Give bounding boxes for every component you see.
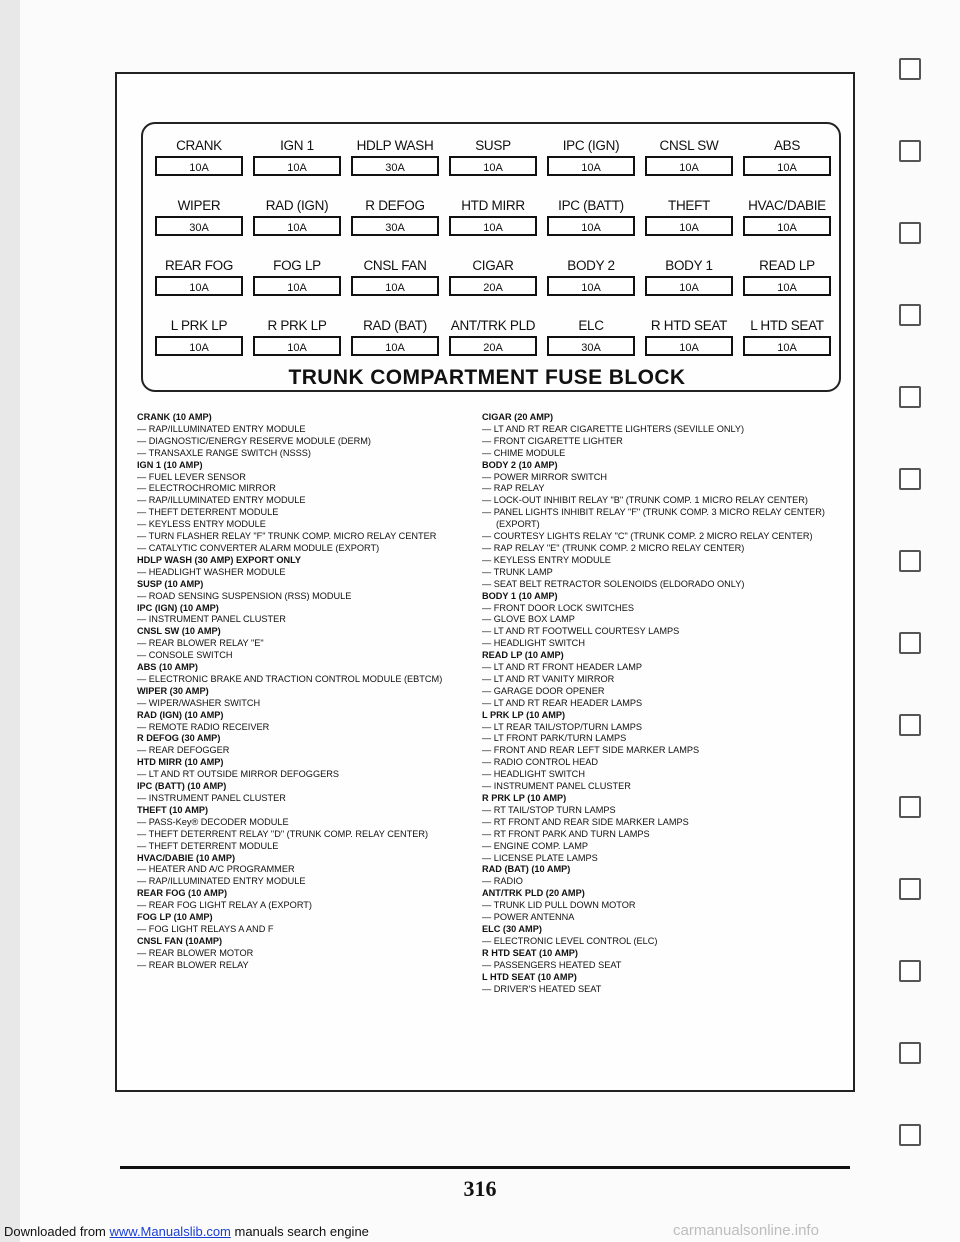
- fuse-cell: [447, 196, 539, 254]
- fuse-circuit-item: — RAP/ILLUMINATED ENTRY MODULE: [137, 495, 482, 507]
- fuse-name: RAD (BAT): [363, 318, 427, 333]
- fuse-group-heading: R HTD SEAT (10 AMP): [482, 947, 578, 958]
- fuse-circuit-item: — INSTRUMENT PANEL CLUSTER: [137, 614, 482, 626]
- fuse-rating-box: 20A: [449, 276, 537, 296]
- fuse-circuit-item: — WIPER/WASHER SWITCH: [137, 698, 482, 710]
- fuse-circuit-item: — FUEL LEVER SENSOR: [137, 472, 482, 484]
- fuse-cell: [349, 196, 441, 254]
- fuse-name: BODY 1: [665, 258, 713, 273]
- fuse-circuit-item: — REMOTE RADIO RECEIVER: [137, 722, 482, 734]
- fuse-rating-box: 10A: [449, 156, 537, 176]
- fuse-circuit-item: — LT AND RT REAR HEADER LAMPS: [482, 698, 842, 710]
- fuse-name: CRANK: [176, 138, 222, 153]
- fuse-rating-box: 10A: [155, 156, 243, 176]
- fuse-cell: [447, 256, 539, 314]
- fuse-circuit-item: — REAR BLOWER RELAY: [137, 960, 482, 972]
- fuse-rating-box: 10A: [547, 156, 635, 176]
- fuse-circuit-item: — LT AND RT FOOTWELL COURTESY LAMPS: [482, 626, 842, 638]
- fuse-rating-box: 10A: [253, 216, 341, 236]
- fuse-group-heading: RAD (IGN) (10 AMP): [137, 709, 224, 720]
- fuse-circuit-item: — PASSENGERS HEATED SEAT: [482, 960, 842, 972]
- fuse-rating-box: 10A: [253, 336, 341, 356]
- binder-ring: [899, 386, 921, 408]
- fuse-circuit-item: — REAR DEFOGGER: [137, 745, 482, 757]
- fuse-cell: [741, 196, 833, 254]
- fuse-circuit-item: — LOCK-OUT INHIBIT RELAY "B" (TRUNK COMP. 1 MICRO RELAY CENTER): [482, 495, 842, 507]
- fuse-circuit-item: — POWER ANTENNA: [482, 912, 842, 924]
- fuse-name: ANT/TRK PLD: [450, 318, 536, 333]
- binder-ring: [899, 796, 921, 818]
- binder-ring: [899, 632, 921, 654]
- fuse-group-heading: ELC (30 AMP): [482, 923, 542, 934]
- fuse-name: L HTD SEAT: [750, 318, 824, 333]
- fuse-group-heading: L HTD SEAT (10 AMP): [482, 971, 577, 982]
- fuse-name: IPC (BATT): [558, 198, 624, 213]
- fuse-rating-box: 10A: [645, 156, 733, 176]
- fuse-group-heading: CIGAR (20 AMP): [482, 412, 554, 422]
- fuse-group-heading: IPC (IGN) (10 AMP): [137, 602, 219, 613]
- fuse-block-diagram: [141, 122, 841, 392]
- fuse-group-heading: RAD (BAT) (10 AMP): [482, 864, 571, 875]
- fuse-group-heading: CNSL SW (10 AMP): [137, 626, 221, 637]
- fuse-circuit-item: — DRIVER'S HEATED SEAT: [482, 984, 842, 996]
- fuse-rating-box: 10A: [155, 276, 243, 296]
- fuse-circuit-item: — LICENSE PLATE LAMPS: [482, 853, 842, 865]
- fuse-rating-box: 30A: [547, 336, 635, 356]
- fuse-circuit-item: — COURTESY LIGHTS RELAY "C" (TRUNK COMP. 2 MICRO RELAY CENTER): [482, 531, 842, 543]
- fuse-group-heading: HDLP WASH (30 AMP) EXPORT ONLY: [137, 554, 302, 565]
- fuse-circuit-item: — REAR BLOWER RELAY "E": [137, 638, 482, 650]
- fuse-group-heading: HVAC/DABIE (10 AMP): [137, 852, 236, 863]
- fuse-group-heading: SUSP (10 AMP): [137, 578, 204, 589]
- fuse-circuit-item: — KEYLESS ENTRY MODULE: [482, 555, 842, 567]
- fuse-circuit-item: — THEFT DETERRENT MODULE: [137, 841, 482, 853]
- fuse-name: WIPER: [177, 198, 221, 213]
- fuse-circuit-item: — CATALYTIC CONVERTER ALARM MODULE (EXPORT): [137, 543, 482, 555]
- fuse-name: SUSP: [475, 138, 511, 153]
- fuse-list-left: [137, 412, 482, 972]
- fuse-group-heading: ABS (10 AMP): [137, 662, 198, 673]
- fuse-circuit-item: — FRONT CIGARETTE LIGHTER: [482, 436, 842, 448]
- fuse-circuit-item: — ELECTROCHROMIC MIRROR: [137, 483, 482, 495]
- fuse-circuit-item: — HEADLIGHT WASHER MODULE: [137, 567, 482, 579]
- fuse-circuit-item: — SEAT BELT RETRACTOR SOLENOIDS (ELDORADO ONLY): [482, 579, 842, 591]
- fuse-block-title: TRUNK COMPARTMENT FUSE BLOCK: [288, 366, 686, 389]
- fuse-circuit-item: — POWER MIRROR SWITCH: [482, 472, 842, 484]
- manualslib-link[interactable]: www.Manualslib.com: [109, 1224, 231, 1239]
- fuse-circuit-item: — ENGINE COMP. LAMP: [482, 841, 842, 853]
- fuse-name: IPC (IGN): [562, 138, 620, 153]
- fuse-rating-box: 10A: [351, 336, 439, 356]
- fuse-circuit-item: — RT FRONT PARK AND TURN LAMPS: [482, 829, 842, 841]
- fuse-circuit-item: — FRONT DOOR LOCK SWITCHES: [482, 603, 842, 615]
- binder-ring: [899, 468, 921, 490]
- fuse-name: L PRK LP: [170, 318, 228, 333]
- fuse-group-heading: BODY 2 (10 AMP): [482, 459, 558, 470]
- fuse-group-heading: FOG LP (10 AMP): [137, 912, 213, 923]
- fuse-cell: [349, 256, 441, 314]
- fuse-rating-box: 10A: [645, 276, 733, 296]
- fuse-cell: [251, 196, 343, 254]
- fuse-circuit-item: — FOG LIGHT RELAYS A AND F: [137, 924, 482, 936]
- fuse-rating-box: 10A: [155, 336, 243, 356]
- fuse-name: CNSL FAN: [363, 258, 427, 273]
- fuse-name: R DEFOG: [365, 198, 425, 213]
- fuse-rating-box: 30A: [351, 216, 439, 236]
- fuse-circuit-item: — REAR BLOWER MOTOR: [137, 948, 482, 960]
- fuse-rating-box: 10A: [645, 336, 733, 356]
- fuse-name: HDLP WASH: [356, 138, 434, 153]
- fuse-circuit-item: — CHIME MODULE: [482, 448, 842, 460]
- fuse-circuit-item: — ELECTRONIC BRAKE AND TRACTION CONTROL MODULE (EBTCM): [137, 674, 482, 686]
- footer-prefix: Downloaded from: [4, 1224, 110, 1239]
- fuse-name: RAD (IGN): [265, 198, 329, 213]
- fuse-group-heading: IGN 1 (10 AMP): [137, 459, 203, 470]
- fuse-name: CNSL SW: [659, 138, 719, 153]
- fuse-cell: [349, 136, 441, 194]
- fuse-circuit-item: — RADIO CONTROL HEAD: [482, 757, 842, 769]
- fuse-name: IGN 1: [280, 138, 314, 153]
- fuse-group-heading: CNSL FAN (10AMP): [137, 935, 223, 946]
- fuse-circuit-item: — KEYLESS ENTRY MODULE: [137, 519, 482, 531]
- binder-ring: [899, 714, 921, 736]
- fuse-group-heading: WIPER (30 AMP): [137, 685, 209, 696]
- fuse-rating-box: 10A: [253, 156, 341, 176]
- fuse-circuit-item: — RAP RELAY "E" (TRUNK COMP. 2 MICRO RELAY CENTER): [482, 543, 842, 555]
- binder-ring: [899, 58, 921, 80]
- fuse-cell: [545, 136, 637, 194]
- fuse-circuit-item: — LT AND RT REAR CIGARETTE LIGHTERS (SEVILLE ONLY): [482, 424, 842, 436]
- fuse-circuit-item: — GLOVE BOX LAMP: [482, 614, 842, 626]
- fuse-circuit-item: — RT FRONT AND REAR SIDE MARKER LAMPS: [482, 817, 842, 829]
- fuse-grid: [153, 136, 833, 374]
- binder-ring: [899, 1124, 921, 1146]
- fuse-rating-box: 10A: [743, 336, 831, 356]
- fuse-name: ABS: [773, 138, 801, 153]
- fuse-cell: [643, 196, 735, 254]
- fuse-rating-box: 30A: [351, 156, 439, 176]
- fuse-group-heading: R PRK LP (10 AMP): [482, 793, 567, 803]
- fuse-circuit-item: — LT AND RT FRONT HEADER LAMP: [482, 662, 842, 674]
- fuse-circuit-item: — REAR FOG LIGHT RELAY A (EXPORT): [137, 900, 482, 912]
- fuse-name: CIGAR: [472, 258, 514, 273]
- fuse-cell: [153, 136, 245, 194]
- fuse-cell: [643, 136, 735, 194]
- page-left-strip: [0, 0, 20, 1242]
- fuse-name: HVAC/DABIE: [748, 198, 826, 213]
- fuse-group-heading: ANT/TRK PLD (20 AMP): [482, 888, 585, 899]
- fuse-cell: [251, 256, 343, 314]
- fuse-circuit-item: — PASS-Key® DECODER MODULE: [137, 817, 482, 829]
- fuse-circuit-item: — ELECTRONIC LEVEL CONTROL (ELC): [482, 936, 842, 948]
- fuse-circuit-item: — GARAGE DOOR OPENER: [482, 686, 842, 698]
- fuse-name: FOG LP: [273, 258, 321, 273]
- binder-ring: [899, 1042, 921, 1064]
- fuse-circuit-item: — LT AND RT VANITY MIRROR: [482, 674, 842, 686]
- fuse-cell: [251, 136, 343, 194]
- binder-ring: [899, 222, 921, 244]
- fuse-rating-box: 10A: [743, 276, 831, 296]
- fuse-rating-box: 30A: [155, 216, 243, 236]
- fuse-circuit-item: — FRONT AND REAR LEFT SIDE MARKER LAMPS: [482, 745, 842, 757]
- fuse-rating-box: 10A: [351, 276, 439, 296]
- fuse-circuit-item: — HEATER AND A/C PROGRAMMER: [137, 864, 482, 876]
- fuse-cell: [545, 256, 637, 314]
- fuse-name: HTD MIRR: [461, 198, 525, 213]
- fuse-name: R HTD SEAT: [650, 318, 728, 333]
- watermark: carmanualsonline.info: [673, 1222, 819, 1239]
- fuse-circuit-item: — TRANSAXLE RANGE SWITCH (NSSS): [137, 448, 482, 460]
- fuse-cell: [643, 256, 735, 314]
- fuse-cell: [741, 256, 833, 314]
- fuse-name: REAR FOG: [164, 258, 234, 273]
- fuse-name: R PRK LP: [267, 318, 327, 333]
- fuse-group-heading: HTD MIRR (10 AMP): [137, 757, 224, 768]
- page-number: 316: [463, 1176, 497, 1201]
- fuse-rating-box: 10A: [645, 216, 733, 236]
- binder-rings: [899, 58, 933, 1206]
- fuse-circuit-item: — THEFT DETERRENT RELAY "D" (TRUNK COMP. RELAY CENTER): [137, 829, 482, 841]
- binder-ring: [899, 550, 921, 572]
- binder-ring: [899, 304, 921, 326]
- fuse-rating-box: 10A: [547, 216, 635, 236]
- fuse-group-heading: READ LP (10 AMP): [482, 650, 564, 661]
- content-panel: [115, 72, 855, 1092]
- fuse-rating-box: 10A: [743, 156, 831, 176]
- fuse-circuit-item: — LT FRONT PARK/TURN LAMPS: [482, 733, 842, 745]
- fuse-circuit-item: — HEADLIGHT SWITCH: [482, 638, 842, 650]
- download-footer: [4, 1224, 369, 1239]
- fuse-cell: [153, 196, 245, 254]
- footer-rule: [120, 1166, 850, 1169]
- fuse-circuit-item: — ROAD SENSING SUSPENSION (RSS) MODULE: [137, 591, 482, 603]
- fuse-name: ELC: [578, 318, 604, 333]
- fuse-group-heading: L PRK LP (10 AMP): [482, 709, 566, 720]
- fuse-circuit-item: — LT REAR TAIL/STOP/TURN LAMPS: [482, 722, 842, 734]
- footer-suffix: manuals search engine: [230, 1224, 369, 1239]
- fuse-circuit-item: — HEADLIGHT SWITCH: [482, 769, 842, 781]
- fuse-circuit-item: — CONSOLE SWITCH: [137, 650, 482, 662]
- fuse-group-heading: THEFT (10 AMP): [137, 804, 209, 815]
- fuse-rating-box: 10A: [547, 276, 635, 296]
- fuse-group-heading: BODY 1 (10 AMP): [482, 590, 558, 601]
- fuse-circuit-item: — TRUNK LAMP: [482, 567, 842, 579]
- fuse-circuit-item: — RT TAIL/STOP TURN LAMPS: [482, 805, 842, 817]
- fuse-circuit-item: — INSTRUMENT PANEL CLUSTER: [137, 793, 482, 805]
- fuse-name: THEFT: [668, 198, 710, 213]
- fuse-name: BODY 2: [567, 258, 615, 273]
- binder-ring: [899, 140, 921, 162]
- fuse-circuit-item: — TURN FLASHER RELAY "F" TRUNK COMP. MICRO RELAY CENTER: [137, 531, 482, 543]
- fuse-circuit-item: — RAP RELAY: [482, 483, 842, 495]
- fuse-circuit-item: — RADIO: [482, 876, 842, 888]
- fuse-circuit-item: — LT AND RT OUTSIDE MIRROR DEFOGGERS: [137, 769, 482, 781]
- fuse-cell: [545, 196, 637, 254]
- fuse-rating-box: 10A: [743, 216, 831, 236]
- fuse-circuit-item: — PANEL LIGHTS INHIBIT RELAY "F" (TRUNK COMP. 3 MICRO RELAY CENTER) (EXPORT): [482, 507, 842, 531]
- fuse-cell: [447, 136, 539, 194]
- fuse-rating-box: 20A: [449, 336, 537, 356]
- fuse-circuit-item: — TRUNK LID PULL DOWN MOTOR: [482, 900, 842, 912]
- fuse-circuit-item: — INSTRUMENT PANEL CLUSTER: [482, 781, 842, 793]
- fuse-circuit-item: — RAP/ILLUMINATED ENTRY MODULE: [137, 424, 482, 436]
- fuse-rating-box: 10A: [253, 276, 341, 296]
- binder-ring: [899, 878, 921, 900]
- fuse-cell: [741, 136, 833, 194]
- fuse-list-right: [482, 412, 842, 995]
- fuse-circuit-item: — RAP/ILLUMINATED ENTRY MODULE: [137, 876, 482, 888]
- fuse-group-heading: IPC (BATT) (10 AMP): [137, 781, 227, 792]
- binder-ring: [899, 960, 921, 982]
- fuse-cell: [153, 256, 245, 314]
- fuse-circuit-item: — THEFT DETERRENT MODULE: [137, 507, 482, 519]
- fuse-group-heading: CRANK (10 AMP): [137, 412, 212, 422]
- fuse-group-heading: REAR FOG (10 AMP): [137, 888, 228, 899]
- fuse-name: READ LP: [759, 258, 815, 273]
- fuse-rating-box: 10A: [449, 216, 537, 236]
- fuse-group-heading: R DEFOG (30 AMP): [137, 733, 221, 744]
- fuse-circuit-item: — DIAGNOSTIC/ENERGY RESERVE MODULE (DERM): [137, 436, 482, 448]
